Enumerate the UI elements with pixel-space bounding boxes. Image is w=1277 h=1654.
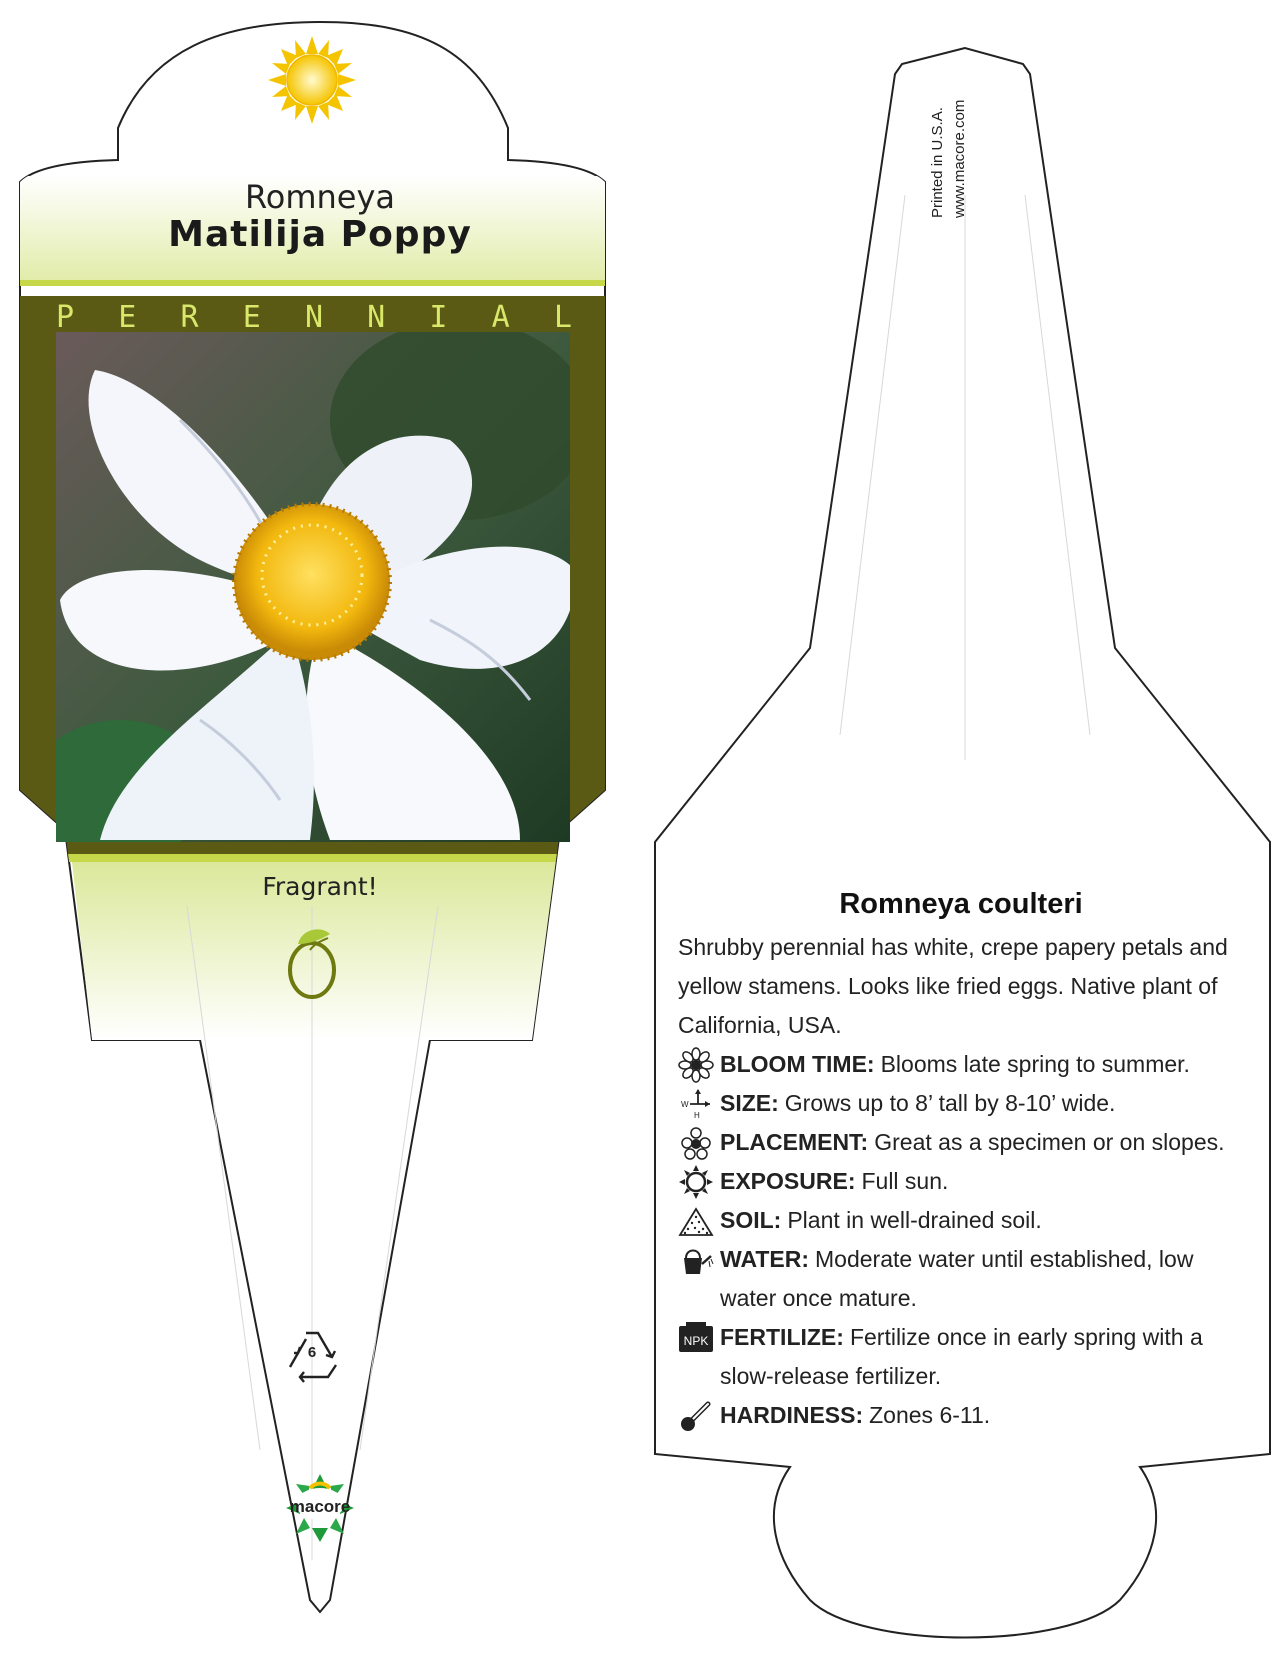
info-text: Blooms late spring to summer. bbox=[880, 1051, 1190, 1077]
flower-icon bbox=[678, 1047, 714, 1083]
info-row-placement bbox=[678, 1123, 1238, 1162]
info-label: BLOOM TIME: bbox=[720, 1051, 875, 1077]
category-letter: E bbox=[118, 300, 137, 335]
description: Shrubby perennial has white, crepe papery petals and yellow stamens. Looks like fried eggs. Native plant of California, USA. bbox=[678, 934, 1228, 1038]
recycle-number: 6 bbox=[307, 1344, 317, 1361]
info-text: Zones 6-11. bbox=[869, 1402, 991, 1428]
thermometer-icon bbox=[678, 1398, 714, 1434]
category-letter: N bbox=[304, 300, 323, 335]
info-row-bloom bbox=[678, 1045, 1238, 1084]
size-icon bbox=[678, 1086, 714, 1122]
sun-icon bbox=[268, 36, 356, 124]
brand-name: macore bbox=[289, 1497, 351, 1516]
watering-can-icon bbox=[678, 1242, 714, 1278]
npk-label: NPK bbox=[683, 1334, 709, 1348]
website-text: www.macore.com bbox=[951, 99, 968, 218]
plant-genus: Romneya bbox=[244, 178, 396, 216]
info-label: WATER: bbox=[720, 1246, 810, 1272]
info-row-fertilize bbox=[678, 1318, 1238, 1396]
info-row-soil bbox=[678, 1201, 1238, 1240]
info-row-size bbox=[678, 1084, 1238, 1123]
soil-icon bbox=[678, 1203, 714, 1239]
category-letter: L bbox=[553, 300, 572, 335]
info-label: SIZE: bbox=[720, 1090, 779, 1116]
scientific-name: Romneya coulteri bbox=[839, 888, 1083, 920]
info-text: Plant in well-drained soil. bbox=[787, 1207, 1042, 1233]
category-letter: E bbox=[242, 300, 261, 335]
size-w-label: W bbox=[681, 1100, 689, 1109]
printed-notice bbox=[927, 100, 971, 218]
info-label: SOIL: bbox=[720, 1207, 782, 1233]
category-letter: I bbox=[429, 300, 448, 335]
info-label: PLACEMENT: bbox=[720, 1129, 869, 1155]
info-text: Grows up to 8’ tall by 8-10’ wide. bbox=[784, 1090, 1116, 1116]
info-row-hardiness bbox=[678, 1396, 1238, 1435]
category-letter: R bbox=[180, 300, 199, 335]
info-label: EXPOSURE: bbox=[720, 1168, 856, 1194]
info-text: Full sun. bbox=[861, 1168, 949, 1194]
category-letter: N bbox=[367, 300, 386, 335]
npk-icon bbox=[678, 1320, 714, 1356]
info-row-exposure bbox=[678, 1162, 1238, 1201]
sun-icon bbox=[678, 1164, 714, 1200]
info-label: HARDINESS: bbox=[720, 1402, 864, 1428]
category-letter: A bbox=[491, 300, 510, 335]
info-text: Moderate water until established, low water once mature. bbox=[720, 1246, 1194, 1311]
printed-text: Printed in U.S.A. bbox=[929, 107, 946, 218]
info-text: Fertilize once in early spring with a slow-release fertilizer. bbox=[720, 1324, 1203, 1389]
plant-common-name: Matilija Poppy bbox=[168, 214, 472, 255]
size-h-label: H bbox=[694, 1111, 700, 1120]
category-letter: P bbox=[56, 300, 75, 335]
info-text: Great as a specimen or on slopes. bbox=[874, 1129, 1225, 1155]
plant-category bbox=[56, 300, 572, 340]
care-info bbox=[678, 928, 1238, 1435]
placement-icon bbox=[678, 1125, 714, 1161]
feature-text: Fragrant! bbox=[262, 872, 378, 901]
info-row-water bbox=[678, 1240, 1238, 1318]
flower-photo bbox=[30, 320, 590, 860]
info-label: FERTILIZE: bbox=[720, 1324, 844, 1350]
